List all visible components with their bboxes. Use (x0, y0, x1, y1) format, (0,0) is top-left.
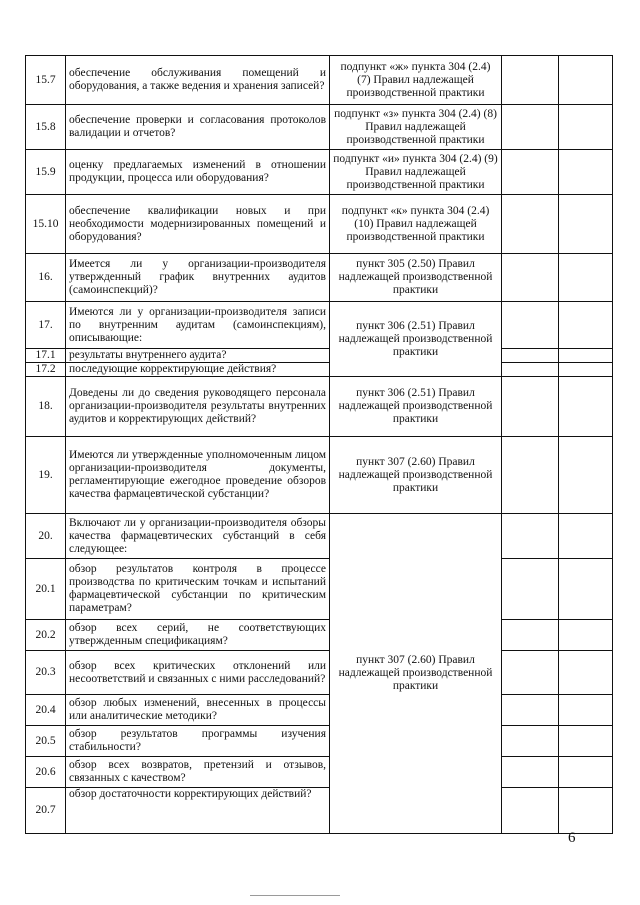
notes-cell (559, 437, 613, 514)
row-question: обзор всех серий, не соответствующих утвержденным спецификациям? (66, 620, 330, 651)
row-question: Имеются ли у организации-производителя записи по внутренним аудитам (самоинспекциям), описывающие: (66, 302, 330, 349)
notes-cell (559, 254, 613, 302)
row-number: 20.3 (26, 651, 66, 695)
answer-cell (502, 651, 559, 695)
notes-cell (559, 788, 613, 834)
table-row (26, 195, 613, 254)
notes-cell (559, 726, 613, 757)
row-number: 20.2 (26, 620, 66, 651)
notes-cell (559, 695, 613, 726)
row-question: обзор результатов контроля в процессе производства по критическим точкам и испытаний фармацевтической субстанции по критическим параметрам? (66, 559, 330, 620)
answer-cell (502, 695, 559, 726)
table-row (26, 437, 613, 514)
row-reference: пункт 307 (2.60) Правил надлежащей производственной практики (330, 514, 502, 834)
answer-cell (502, 150, 559, 195)
row-number: 17.2 (26, 363, 66, 377)
table-row (26, 514, 613, 559)
row-question: Включают ли у организации-производителя обзоры качества фармацевтических субстанций в себя следующее: (66, 514, 330, 559)
notes-cell (559, 56, 613, 105)
row-number: 20.6 (26, 757, 66, 788)
row-question: Доведены ли до сведения руководящего персонала организации-производителя результаты внутренних аудитов и корректирующих действий? (66, 377, 330, 437)
row-number: 20.1 (26, 559, 66, 620)
row-question: результаты внутреннего аудита? (66, 349, 330, 363)
notes-cell (559, 349, 613, 363)
notes-cell (559, 620, 613, 651)
row-question: Имеется ли у организации-производителя утвержденный график внутренних аудитов (самоинспекций)? (66, 254, 330, 302)
row-reference: подпункт «ж» пункта 304 (2.4) (7) Правил надлежащей производственной практики (330, 56, 502, 105)
row-number: 20.5 (26, 726, 66, 757)
row-number: 15.9 (26, 150, 66, 195)
table-row (26, 254, 613, 302)
answer-cell (502, 349, 559, 363)
notes-cell (559, 195, 613, 254)
row-number: 19. (26, 437, 66, 514)
notes-cell (559, 651, 613, 695)
row-number: 15.8 (26, 105, 66, 150)
table-row (26, 56, 613, 105)
table-row (26, 620, 613, 651)
row-number: 20.4 (26, 695, 66, 726)
row-question: обзор результатов программы изучения стабильности? (66, 726, 330, 757)
row-question: последующие корректирующие действия? (66, 363, 330, 377)
answer-cell (502, 56, 559, 105)
table-row (26, 788, 613, 834)
answer-cell (502, 195, 559, 254)
scan-artifact-line (250, 895, 340, 896)
answer-cell (502, 377, 559, 437)
row-reference: пункт 306 (2.51) Правил надлежащей производственной практики (330, 377, 502, 437)
answer-cell (502, 757, 559, 788)
row-reference: подпункт «и» пункта 304 (2.4) (9) Правил надлежащей производственной практики (330, 150, 502, 195)
row-reference: подпункт «з» пункта 304 (2.4) (8) Правил надлежащей производственной практики (330, 105, 502, 150)
row-reference: пункт 307 (2.60) Правил надлежащей производственной практики (330, 437, 502, 514)
answer-cell (502, 437, 559, 514)
answer-cell (502, 726, 559, 757)
notes-cell (559, 377, 613, 437)
answer-cell (502, 514, 559, 559)
notes-cell (559, 757, 613, 788)
answer-cell (502, 559, 559, 620)
table-row (26, 695, 613, 726)
notes-cell (559, 514, 613, 559)
notes-cell (559, 559, 613, 620)
answer-cell (502, 620, 559, 651)
table-row (26, 105, 613, 150)
answer-cell (502, 105, 559, 150)
row-question: обзор любых изменений, внесенных в процессы или аналитические методики? (66, 695, 330, 726)
row-question: обеспечение проверки и согласования протоколов валидации и отчетов? (66, 105, 330, 150)
table-row (26, 150, 613, 195)
row-reference: подпункт «к» пункта 304 (2.4) (10) Правил надлежащей производственной практики (330, 195, 502, 254)
answer-cell (502, 363, 559, 377)
table-row (26, 349, 613, 363)
row-question: обзор всех критических отклонений или несоответствий и связанных с ними расследований? (66, 651, 330, 695)
table-row (26, 726, 613, 757)
row-question: обзор всех возвратов, претензий и отзывов, связанных с качеством? (66, 757, 330, 788)
row-number: 16. (26, 254, 66, 302)
row-number: 17.1 (26, 349, 66, 363)
row-question: оценку предлагаемых изменений в отношении продукции, процесса или оборудования? (66, 150, 330, 195)
row-number: 20. (26, 514, 66, 559)
row-number: 15.7 (26, 56, 66, 105)
table-row (26, 302, 613, 349)
row-number: 20.7 (26, 788, 66, 834)
checklist-table (25, 55, 613, 834)
row-number: 18. (26, 377, 66, 437)
table-row (26, 757, 613, 788)
table-row (26, 559, 613, 620)
row-question: обзор достаточности корректирующих действий? (66, 788, 330, 834)
answer-cell (502, 254, 559, 302)
row-question: обеспечение обслуживания помещений и оборудования, а также ведения и хранения записей? (66, 56, 330, 105)
row-question: обеспечение квалификации новых и при необходимости модернизированных помещений и оборудования? (66, 195, 330, 254)
notes-cell (559, 302, 613, 349)
answer-cell (502, 788, 559, 834)
row-number: 17. (26, 302, 66, 349)
row-question: Имеются ли утвержденные уполномоченным лицом организации-производителя документы, регламентирующие ежегодное проведение обзоров качества фармацевтической субстанции? (66, 437, 330, 514)
row-reference: пункт 306 (2.51) Правил надлежащей производственной практики (330, 302, 502, 377)
page-number: 6 (568, 830, 576, 846)
row-number: 15.10 (26, 195, 66, 254)
notes-cell (559, 150, 613, 195)
notes-cell (559, 363, 613, 377)
notes-cell (559, 105, 613, 150)
table-row (26, 377, 613, 437)
table-row (26, 651, 613, 695)
table-row (26, 363, 613, 377)
answer-cell (502, 302, 559, 349)
row-reference: пункт 305 (2.50) Правил надлежащей производственной практики (330, 254, 502, 302)
